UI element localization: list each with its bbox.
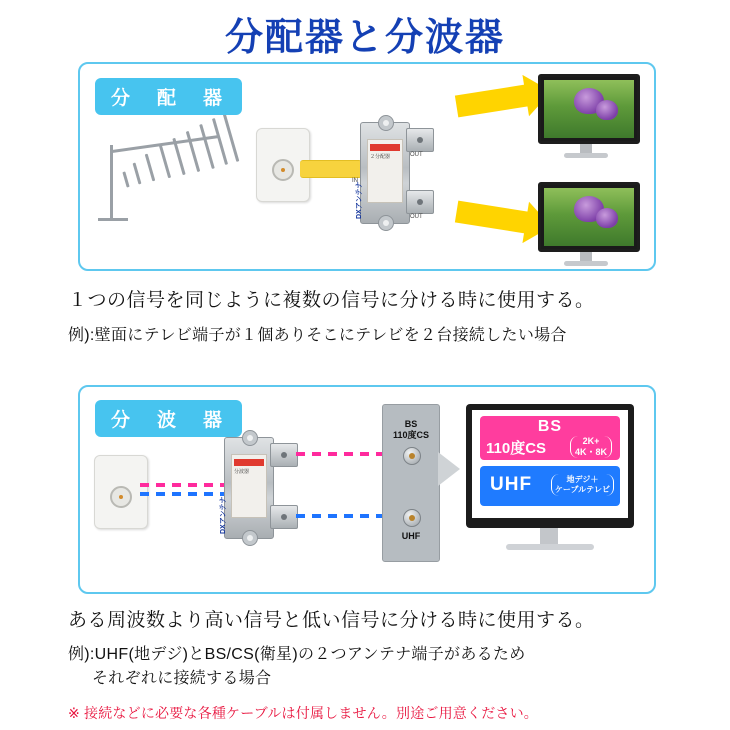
terminal-uhf-label: UHF: [401, 531, 421, 541]
separator-brand: DXアンテナ: [220, 496, 227, 534]
separator-face-text: 分波器: [234, 469, 250, 475]
badge-bs-note-line2: 4K・8K: [574, 447, 607, 457]
splitter-in-label: IN: [352, 178, 358, 184]
section-2-caption: ある周波数より高い信号と低い信号に分ける時に使用する。: [68, 610, 595, 631]
tv-top: [538, 74, 634, 160]
splitter-face-text: ２分配器: [370, 154, 391, 160]
section-1-label: 分 配 器: [95, 78, 242, 115]
signal-line-mixed-blue: [140, 492, 226, 496]
badge-uhf: [480, 466, 620, 506]
section-1-example: 例):壁面にテレビ端子が１個ありそこにテレビを２台接続したい場合: [68, 327, 567, 344]
tv-signal-screen: [466, 404, 634, 528]
tv-bottom: [538, 182, 634, 268]
footnote: ※ 接続などに必要な各種ケーブルは付属しません。別途ご用意ください。: [68, 705, 538, 721]
splitter-out-label-top: OUT: [410, 152, 423, 158]
splitter-face-label: [367, 139, 403, 203]
pointer-arrow: [438, 452, 460, 486]
badge-uhf-note-line1: 地デジ＋: [566, 475, 599, 484]
separator-device: [220, 437, 274, 539]
yellow-cable: [300, 160, 362, 178]
signal-line-mixed-pink: [140, 483, 226, 487]
separator-out-connector-top: [270, 443, 298, 467]
badge-uhf-label: UHF: [490, 474, 533, 495]
separator-out-connector-bottom: [270, 505, 298, 529]
badge-bs: [480, 416, 620, 460]
signal-line-bs: [296, 452, 382, 456]
signal-line-uhf: [296, 514, 382, 518]
badge-bs-note: [570, 436, 612, 458]
separator-face-label: [231, 454, 267, 518]
section-1-caption: １つの信号を同じように複数の信号に分ける時に使用する。: [68, 290, 595, 311]
antenna-terminal-panel: [382, 404, 440, 562]
badge-bs-line2: 110度CS: [486, 440, 547, 457]
splitter-device: [356, 122, 410, 224]
terminal-bs-label-line2: 110度CS: [392, 430, 430, 440]
badge-uhf-note: [551, 474, 614, 496]
terminal-bs-label-line1: BS: [404, 419, 418, 429]
page-title: 分配器と分波器: [224, 17, 505, 59]
section-2-example: 例):UHF(地デジ)とBS/CS(衛星)の２つアンテナ端子があるため: [68, 646, 526, 663]
splitter-brand: DXアンテナ: [356, 181, 363, 219]
section-2-label: 分 波 器: [95, 400, 242, 437]
badge-uhf-note-line2: ケーブルテレビ: [554, 485, 610, 494]
terminal-bs-connector: [403, 447, 421, 465]
section-2-example-cont: それぞれに接続する場合: [92, 670, 272, 687]
badge-bs-line1: BS: [537, 418, 563, 435]
splitter-out-label-bottom: OUT: [410, 214, 423, 220]
badge-bs-note-line1: 2K+: [582, 436, 600, 446]
splitter-out-connector-top: [406, 128, 434, 152]
terminal-uhf-connector: [403, 509, 421, 527]
splitter-out-connector-bottom: [406, 190, 434, 214]
